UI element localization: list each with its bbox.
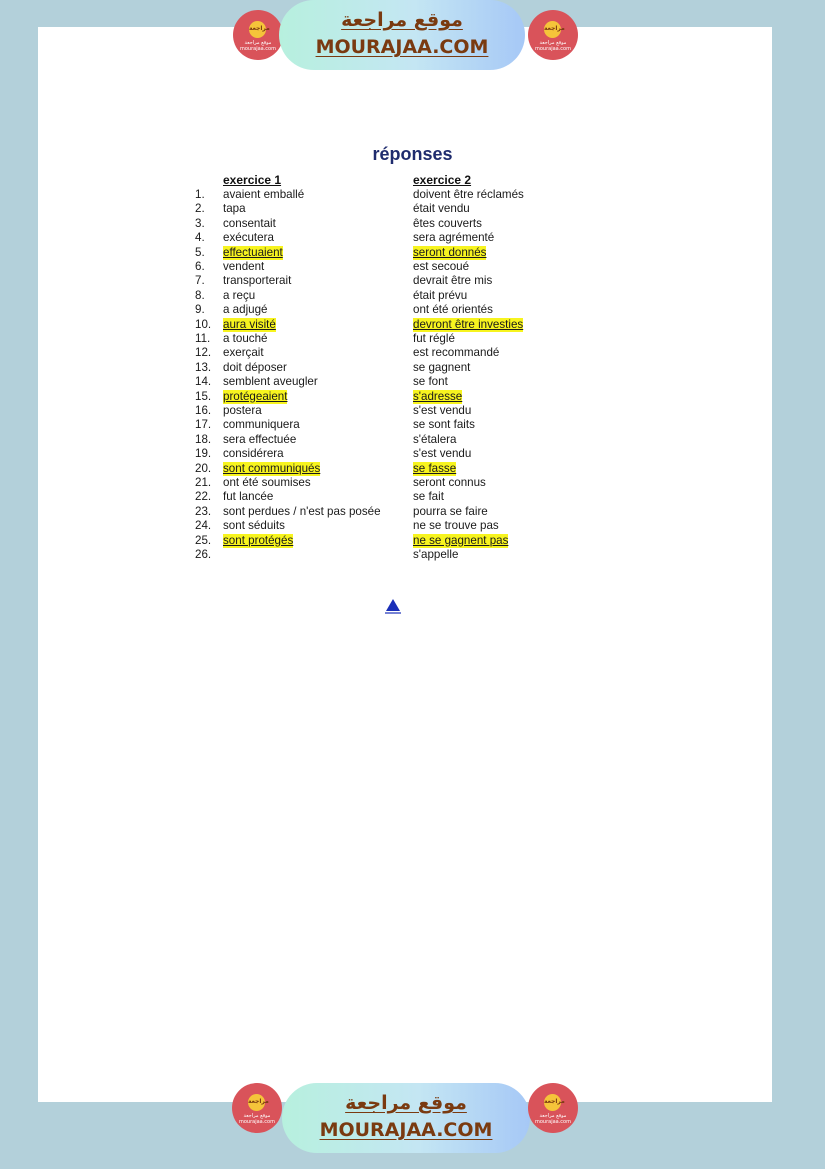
exercise-1-answer: semblent aveugler — [223, 375, 318, 389]
exercise-2-answer: fut réglé — [413, 332, 455, 345]
exercise-2-answer: seront connus — [413, 476, 486, 489]
exercise-2-answer: se sont faits — [413, 418, 475, 432]
exercise-1-answer: tapa — [223, 202, 246, 216]
exercise-2-answer: êtes couverts — [413, 216, 482, 230]
answer-number: 8. — [195, 288, 205, 302]
exercise-1-answer: fut lancée — [223, 490, 274, 504]
exercise-2-answer: se fait — [413, 490, 444, 504]
site-arabic-name: موقع مراجعة — [341, 9, 463, 31]
exercise-1-answer: transporterait — [223, 274, 292, 288]
exercise-2-answer: sera agrémenté — [413, 231, 495, 245]
answer-number: 20. — [195, 461, 212, 475]
site-logo-bottom-right[interactable] — [528, 1083, 578, 1133]
document-title: réponses — [372, 144, 453, 164]
exercise-1-answer: sont protégés — [223, 533, 294, 547]
exercise-1-answer: effectuaient — [223, 245, 283, 259]
site-logo-bottom-left[interactable] — [232, 1083, 282, 1133]
exercise-2-answer: devrait être mis — [413, 274, 493, 288]
answer-number: 23. — [195, 504, 212, 518]
exercise-1-answer: sont communiqués — [223, 461, 321, 475]
exercise-2-answer: s'étalera — [413, 432, 457, 446]
exercise-1-answer: avaient emballé — [223, 188, 305, 201]
answer-number: 26. — [195, 548, 212, 561]
answer-number: 4. — [195, 231, 205, 245]
answer-number: 22. — [195, 490, 212, 504]
exercise-2-answer: se font — [413, 375, 448, 389]
logo-badge: مراجعة — [248, 1094, 265, 1111]
exercise-2-answer: s'adresse — [413, 389, 463, 403]
logo-badge: مراجعة — [249, 21, 266, 38]
answer-number: 14. — [195, 375, 212, 389]
exercise-1-answer: exerçait — [223, 346, 264, 360]
answer-number: 15. — [195, 389, 212, 403]
answer-number: 11. — [195, 332, 211, 345]
answer-number: 1. — [195, 188, 205, 201]
logo-badge: مراجعة — [544, 21, 561, 38]
site-latin-name: MOURAJAA.COM — [315, 36, 489, 58]
answer-number: 6. — [195, 260, 205, 273]
exercise-2-answer: ne se gagnent pas — [413, 533, 509, 547]
exercise-1-answer: ont été soumises — [223, 476, 311, 489]
exercise-1-answer: sera effectuée — [223, 432, 297, 446]
up-arrow-icon[interactable] — [384, 598, 402, 614]
answer-number: 25. — [195, 533, 212, 547]
exercise-1-answer: consentait — [223, 216, 276, 230]
exercise-1-answer: a touché — [223, 332, 268, 345]
answer-number: 16. — [195, 404, 212, 417]
answer-number: 19. — [195, 447, 212, 461]
exercise-2-answer: ont été orientés — [413, 303, 493, 317]
exercise-2-answer: ne se trouve pas — [413, 519, 499, 533]
answer-number: 5. — [195, 245, 205, 259]
exercise-1-answer: vendent — [223, 260, 265, 273]
exercise-2-answer: devront être investies — [413, 317, 524, 331]
answer-number: 21. — [195, 476, 212, 489]
exercise-1-answer: doit déposer — [223, 360, 287, 374]
logo-caption: موقع مراجعة mourajaa.com — [238, 1113, 275, 1125]
exercise-2-answer: se fasse — [413, 461, 457, 475]
exercise-1-answer: protégeaient — [223, 389, 288, 403]
answer-number: 18. — [195, 432, 212, 446]
exercise-2-answer: s'appelle — [413, 548, 459, 561]
exercise-1-answer: exécutera — [223, 231, 274, 245]
site-logo-top-left[interactable] — [233, 10, 283, 60]
exercise-2-answer: était vendu — [413, 202, 470, 216]
exercise-2-answer: s'est vendu — [413, 447, 472, 461]
exercise-2-answer: était prévu — [413, 288, 468, 302]
exercise-1-answer: a reçu — [223, 288, 256, 302]
exercise-2-answer: pourra se faire — [413, 504, 488, 518]
document-page — [38, 27, 772, 1102]
site-latin-name: MOURAJAA.COM — [319, 1119, 493, 1141]
exercise-2-answer: doivent être réclamés — [413, 188, 524, 201]
exercise-1-answer: postera — [223, 404, 262, 417]
exercise-1-answer: aura visité — [223, 317, 276, 331]
exercise-1-answer: sont séduits — [223, 519, 285, 533]
exercise-2-answer: se gagnent — [413, 360, 471, 374]
exercise-1-header: exercice 1 — [223, 173, 282, 187]
exercise-1-answer: a adjugé — [223, 303, 268, 317]
answer-number: 10. — [195, 317, 212, 331]
site-arabic-name: موقع مراجعة — [345, 1092, 467, 1114]
answer-number: 9. — [195, 303, 205, 317]
site-logo-top-right[interactable] — [528, 10, 578, 60]
exercise-1-answer: considérera — [223, 447, 284, 461]
answer-number: 2. — [195, 202, 205, 216]
exercise-2-answer: s'est vendu — [413, 404, 472, 417]
logo-caption: موقع مراجعة mourajaa.com — [534, 1113, 571, 1125]
exercise-1-answer: sont perdues / n'est pas posée — [223, 504, 381, 518]
site-banner-bottom[interactable] — [282, 1083, 530, 1153]
exercise-2-header: exercice 2 — [413, 173, 472, 187]
answer-number: 13. — [195, 360, 212, 374]
answer-number: 7. — [195, 274, 205, 288]
exercise-1-answer: communiquera — [223, 418, 300, 432]
exercise-2-answer: seront donnés — [413, 245, 487, 259]
site-banner-top[interactable] — [279, 0, 525, 70]
exercise-2-answer: est secoué — [413, 260, 470, 273]
logo-caption: موقع مراجعة mourajaa.com — [239, 40, 276, 52]
exercise-2-answer: est recommandé — [413, 346, 500, 360]
answer-number: 3. — [195, 216, 205, 230]
answer-number: 12. — [195, 346, 212, 360]
answer-number: 24. — [195, 519, 212, 533]
logo-caption: موقع مراجعة mourajaa.com — [534, 40, 571, 52]
answer-number: 17. — [195, 418, 212, 432]
logo-badge: مراجعة — [544, 1094, 561, 1111]
